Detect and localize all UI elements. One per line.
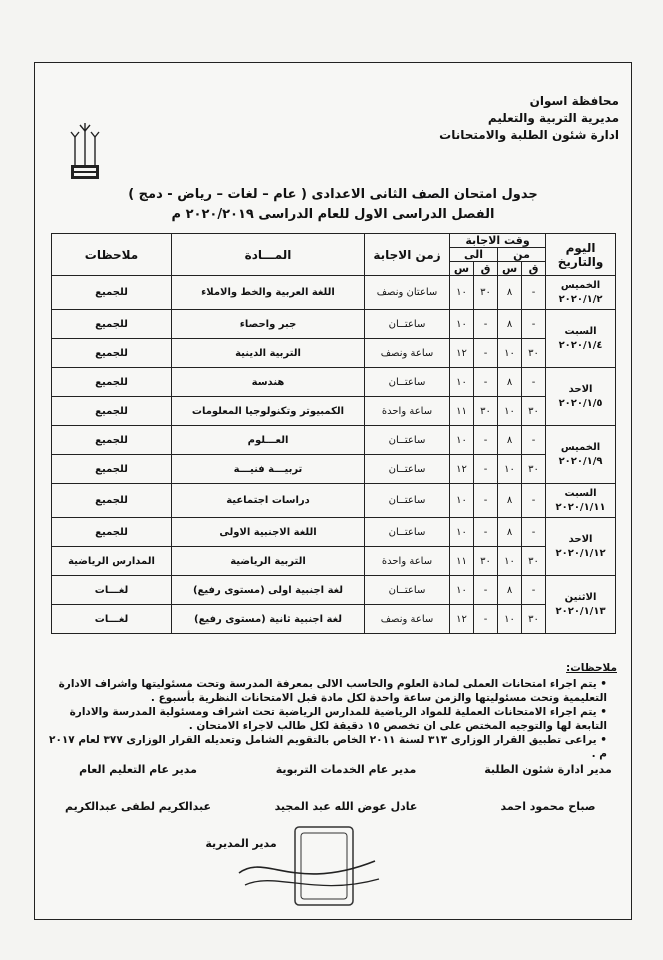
note-cell: للجميع <box>52 339 172 368</box>
from-hours-cell: ١٠ <box>498 339 522 368</box>
note-cell: للجميع <box>52 310 172 339</box>
note-item: • يراعى تطبيق القرار الوزارى ٣١٣ لسنة ٢٠١١ الخاص بالتقويم الشامل وتعديله القرار الوزارى ٣٧٧ لعام ٢٠١٧ م . <box>49 734 607 760</box>
letterhead <box>439 93 619 144</box>
header-to: الى <box>450 248 498 262</box>
header-answer-time: وقت الاجابة <box>450 234 546 248</box>
to-minutes-cell: - <box>474 576 498 605</box>
from-hours-cell: ١٠ <box>498 605 522 634</box>
duration-cell: ساعة ونصف <box>365 605 450 634</box>
table-row <box>52 547 616 576</box>
day-cell <box>546 368 616 426</box>
day-date: ٢٠٢٠/١/٥ <box>558 397 603 409</box>
duration-cell: ساعتــان <box>365 368 450 397</box>
to-hours-cell: ١٠ <box>450 576 474 605</box>
to-minutes-cell: - <box>474 605 498 634</box>
from-minutes-cell: ٣٠ <box>522 339 546 368</box>
subject-cell: تربيـــة فنيـــة <box>172 455 365 484</box>
note-cell: للجميع <box>52 455 172 484</box>
document-sheet <box>34 62 632 920</box>
table-row <box>52 426 616 455</box>
to-minutes-cell: ٣٠ <box>474 397 498 426</box>
header-duration: زمن الاجابة <box>365 234 450 276</box>
signature-title: مدير ادارة شئون الطلبة <box>484 763 612 776</box>
from-minutes-cell: - <box>522 518 546 547</box>
day-name: السبت <box>564 325 597 337</box>
table-row <box>52 576 616 605</box>
duration-cell: ساعتــان <box>365 426 450 455</box>
to-hours-cell: ١٢ <box>450 605 474 634</box>
day-date: ٢٠٢٠/١/٤ <box>558 339 603 351</box>
day-cell <box>546 276 616 310</box>
subject-cell: جبر واحصاء <box>172 310 365 339</box>
to-hours-cell: ١٠ <box>450 484 474 518</box>
table-row <box>52 368 616 397</box>
subject-cell: لغة اجنبية اولى (مستوى رفيع) <box>172 576 365 605</box>
duration-cell: ساعتــان <box>365 310 450 339</box>
subject-cell: دراسات اجتماعية <box>172 484 365 518</box>
from-minutes-cell: - <box>522 484 546 518</box>
to-hours-cell: ١١ <box>450 547 474 576</box>
to-minutes-cell: ٣٠ <box>474 547 498 576</box>
from-minutes-cell: ٣٠ <box>522 547 546 576</box>
subject-cell: الكمبيوتر وتكنولوجيا المعلومات <box>172 397 365 426</box>
signature-title: مدير عام الخدمات التربوية <box>275 763 417 776</box>
table-row <box>52 339 616 368</box>
exam-title: جدول امتحان الصف الثانى الاعدادى ( عام – لغات – رياض - دمج ) <box>128 187 538 202</box>
from-minutes-cell: - <box>522 368 546 397</box>
subject-cell: اللغة الاجنبية الاولى <box>172 518 365 547</box>
subject-cell: هندسة <box>172 368 365 397</box>
emblem-icon <box>63 121 107 187</box>
duration-cell: ساعة واحدة <box>365 397 450 426</box>
day-cell <box>546 518 616 576</box>
signature-educational-services <box>261 763 431 813</box>
signature-name: صباح محمود احمد <box>500 800 596 813</box>
to-minutes-cell: - <box>474 339 498 368</box>
day-name: الخميس <box>560 441 601 453</box>
duration-cell: ساعتــان <box>365 484 450 518</box>
signature-title: مدير المديرية <box>205 837 277 850</box>
to-hours-cell: ١٢ <box>450 455 474 484</box>
to-minutes-cell: - <box>474 518 498 547</box>
governorate-line: محافظة اسوان <box>529 94 619 108</box>
signature-name: عبدالكريم لطفى عبدالكريم <box>64 800 212 813</box>
day-date: ٢٠٢٠/١/١٣ <box>555 605 606 617</box>
from-minutes-cell: - <box>522 576 546 605</box>
to-minutes-cell: - <box>474 310 498 339</box>
day-cell <box>546 576 616 634</box>
from-minutes-cell: ٣٠ <box>522 397 546 426</box>
exam-schedule-table <box>51 233 616 634</box>
day-name: الاحد <box>568 533 593 545</box>
subject-cell: التربية الدينية <box>172 339 365 368</box>
to-hours-cell: ١١ <box>450 397 474 426</box>
duration-cell: ساعة واحدة <box>365 547 450 576</box>
to-minutes-cell: - <box>474 455 498 484</box>
day-date: ٢٠٢٠/١/١٢ <box>555 547 606 559</box>
signature-name: عادل عوض الله عبد المجيد <box>274 800 418 813</box>
header-from-q: ق <box>522 262 546 276</box>
to-minutes-cell: - <box>474 484 498 518</box>
note-cell: للجميع <box>52 426 172 455</box>
note-cell: لغـــات <box>52 576 172 605</box>
exam-subtitle: الفصل الدراسى الاول للعام الدراسى ٢٠٢٠/٢٠١٩ م <box>171 207 495 222</box>
exam-title-block <box>35 185 631 225</box>
table-row <box>52 484 616 518</box>
from-hours-cell: ٨ <box>498 576 522 605</box>
to-hours-cell: ١٢ <box>450 339 474 368</box>
day-date: ٢٠٢٠/١/٩ <box>558 455 603 467</box>
to-hours-cell: ١٠ <box>450 368 474 397</box>
from-minutes-cell: - <box>522 310 546 339</box>
to-hours-cell: ١٠ <box>450 276 474 310</box>
header-day: اليوم والتاريخ <box>546 234 616 276</box>
table-row <box>52 455 616 484</box>
day-name: الخميس <box>560 279 601 291</box>
note-cell: للجميع <box>52 518 172 547</box>
from-minutes-cell: - <box>522 276 546 310</box>
to-minutes-cell: ٣٠ <box>474 276 498 310</box>
from-hours-cell: ١٠ <box>498 455 522 484</box>
header-from-s: س <box>498 262 522 276</box>
official-stamp-icon <box>235 823 385 909</box>
notes-title: ملاحظات: <box>566 662 617 674</box>
from-hours-cell: ٨ <box>498 426 522 455</box>
note-cell: للجميع <box>52 484 172 518</box>
day-cell <box>546 484 616 518</box>
signature-title: مدير عام التعليم العام <box>79 763 197 776</box>
from-hours-cell: ٨ <box>498 484 522 518</box>
duration-cell: ساعة ونصف <box>365 339 450 368</box>
notes-section <box>47 661 617 761</box>
from-hours-cell: ١٠ <box>498 547 522 576</box>
from-hours-cell: ٨ <box>498 276 522 310</box>
from-hours-cell: ١٠ <box>498 397 522 426</box>
header-notes: ملاحظات <box>52 234 172 276</box>
signature-general-education <box>53 763 223 813</box>
from-hours-cell: ٨ <box>498 518 522 547</box>
signature-student-affairs <box>473 763 623 813</box>
table-row <box>52 518 616 547</box>
to-minutes-cell: - <box>474 426 498 455</box>
to-minutes-cell: - <box>474 368 498 397</box>
from-hours-cell: ٨ <box>498 368 522 397</box>
header-to-q: ق <box>474 262 498 276</box>
directorate-line: مديرية التربية والتعليم <box>487 111 619 125</box>
department-line: ادارة شئون الطلبة والامتحانات <box>439 128 619 142</box>
from-hours-cell: ٨ <box>498 310 522 339</box>
header-subject: المـــادة <box>172 234 365 276</box>
to-hours-cell: ١٠ <box>450 518 474 547</box>
note-cell: للجميع <box>52 397 172 426</box>
from-minutes-cell: ٣٠ <box>522 605 546 634</box>
note-cell: لغـــات <box>52 605 172 634</box>
subject-cell: اللغة العربية والخط والاملاء <box>172 276 365 310</box>
table-row <box>52 605 616 634</box>
note-cell: للجميع <box>52 276 172 310</box>
note-cell: للجميع <box>52 368 172 397</box>
day-date: ٢٠٢٠/١/٢ <box>558 293 603 305</box>
subject-cell: لغة اجنبية ثانية (مستوى رفيع) <box>172 605 365 634</box>
note-item: • يتم اجراء الامتحانات العملية للمواد الرياضية للمدارس الرياضية تحت اشراف ومسئولية المدرسة والادارة التابعة لها والتوجيه المختص على ان تخصص ١٥ دقيقة لكل طالب لاجراء الامتحان . <box>69 706 607 732</box>
day-cell <box>546 426 616 484</box>
day-cell <box>546 310 616 368</box>
duration-cell: ساعتــان <box>365 455 450 484</box>
table-row <box>52 310 616 339</box>
to-hours-cell: ١٠ <box>450 310 474 339</box>
duration-cell: ساعتــان <box>365 518 450 547</box>
duration-cell: ساعتان ونصف <box>365 276 450 310</box>
header-from: من <box>498 248 546 262</box>
note-item: • يتم اجراء امتحانات العملى لمادة العلوم والحاسب الالى بمعرفة المدرسة وتحت مسئوليتها واشراف الادارة التعليمية وتحت مسئوليتها والزمن ساعة واحدة لكل مادة قبل الامتحانات النظرية بأسبوع . <box>58 678 607 704</box>
note-cell: المدارس الرياضية <box>52 547 172 576</box>
subject-cell: العـــلوم <box>172 426 365 455</box>
from-minutes-cell: - <box>522 426 546 455</box>
from-minutes-cell: ٣٠ <box>522 455 546 484</box>
header-to-s: س <box>450 262 474 276</box>
day-name: الاحد <box>568 383 593 395</box>
table-row <box>52 397 616 426</box>
table-row <box>52 276 616 310</box>
day-name: السبت <box>564 487 597 499</box>
to-hours-cell: ١٠ <box>450 426 474 455</box>
day-date: ٢٠٢٠/١/١١ <box>555 501 606 513</box>
duration-cell: ساعتــان <box>365 576 450 605</box>
day-name: الاثنين <box>564 591 597 603</box>
subject-cell: التربية الرياضية <box>172 547 365 576</box>
